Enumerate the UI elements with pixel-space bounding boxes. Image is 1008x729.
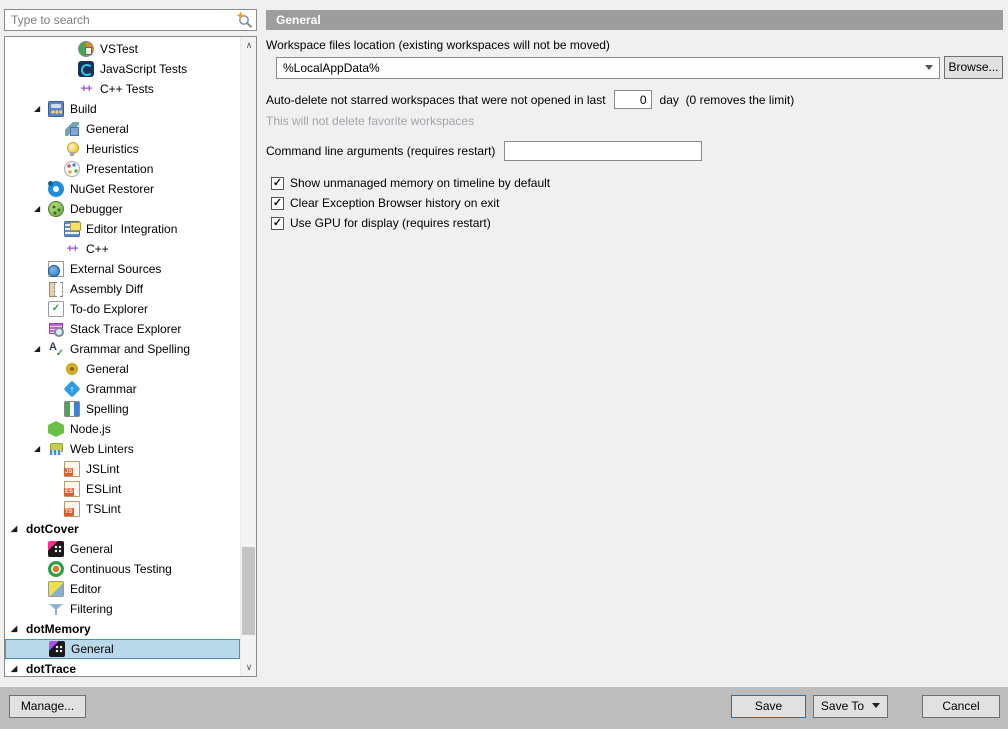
tree-item-label: General [70,542,113,556]
tree-item-eslint[interactable] [5,479,240,499]
nodejs-icon [48,421,64,437]
external-sources-icon [48,261,64,277]
save-to-label: Save To [820,699,865,713]
tree-item-filtering[interactable] [5,599,240,619]
dropdown-caret-icon [872,703,880,712]
checkbox-label: Clear Exception Browser history on exit [290,196,500,210]
tree-item-general[interactable] [5,359,240,379]
cmdline-label: Command line arguments (requires restart) [266,144,496,158]
grammar-diamond-icon [64,381,80,397]
scroll-up-icon[interactable]: ∧ [245,40,253,50]
expander-icon[interactable]: ◢ [34,344,41,353]
tree-item-label: Editor [70,582,102,596]
tree-item-label: General [86,122,129,136]
vstest-icon [78,41,94,57]
palette-icon [64,161,80,177]
tree-item-label: JSLint [86,462,120,476]
jslint-icon [64,461,80,477]
tree-item-label: Stack Trace Explorer [70,322,182,336]
scrollbar-thumb[interactable] [242,547,255,635]
save-to-button[interactable] [813,695,888,718]
checkbox-label: Show unmanaged memory on timeline by default [290,176,551,190]
tree-item-label: C++ [86,242,109,256]
tree-item-label: Grammar [86,382,137,396]
search-icon [236,11,256,29]
autodelete-days-input[interactable] [614,90,652,109]
tree-item-label: Presentation [86,162,154,176]
tree-item-node-js[interactable] [5,419,240,439]
tree-item-label: ESLint [86,482,122,496]
tree-item-label: Spelling [86,402,129,416]
tree-item-dotcover[interactable] [5,519,240,539]
settings-tree [4,36,257,677]
tree-item-label: Continuous Testing [70,562,172,576]
search-input[interactable] [5,13,236,27]
checkbox[interactable]: ✓ [272,176,283,189]
tree-item-spelling[interactable] [5,399,240,419]
tree-item-grammar-and-spelling[interactable] [5,339,240,359]
tree-item-label: Debugger [70,202,123,216]
checkbox[interactable]: ✓ [272,196,283,209]
tree-item-debugger[interactable] [5,199,240,219]
tree-item-label: To-do Explorer [70,302,149,316]
tree-item-c-tests[interactable] [5,79,240,99]
checkbox-row-clear-exception-browser-history-on-exit[interactable] [271,193,1003,213]
checkbox[interactable]: ✓ [272,216,283,229]
save-button[interactable]: Save [731,695,806,718]
assembly-diff-icon [48,281,64,297]
expander-icon[interactable]: ◢ [11,624,18,633]
tree-item-javascript-tests[interactable] [5,59,240,79]
autodelete-note: This will not delete favorite workspaces [266,114,475,128]
tree-scrollbar[interactable] [240,37,256,676]
browse-button[interactable]: Browse... [944,56,1003,79]
manage-button[interactable]: Manage... [9,695,86,718]
scroll-down-icon[interactable]: ∨ [245,662,253,672]
bug-icon [48,201,64,217]
checkbox-row-show-unmanaged-memory-on-timeline-by-default[interactable] [271,173,1003,193]
javascript-tests-icon [78,61,94,77]
filter-funnel-icon [48,601,64,617]
continuous-testing-icon [48,561,64,577]
tree-item-label: Build [70,102,97,116]
tree-item-stack-trace-explorer[interactable] [5,319,240,339]
expander-icon[interactable]: ◢ [11,664,18,673]
stack-trace-icon [48,321,64,337]
tree-item-label: General [71,642,114,656]
search-box [4,9,257,31]
expander-icon[interactable]: ◢ [34,104,41,113]
tree-item-assembly-diff[interactable] [5,279,240,299]
tree-item-label: NuGet Restorer [70,182,155,196]
eslint-icon [64,481,80,497]
spelling-books-icon [64,401,80,417]
cmdline-input[interactable] [504,141,702,161]
tslint-icon [64,501,80,517]
tree-item-label: dotTrace [26,662,77,676]
expander-icon[interactable]: ◢ [11,524,18,533]
tree-item-label: Editor Integration [86,222,178,236]
tree-item-label: dotCover [26,522,79,536]
tree-item-vstest[interactable] [5,39,240,59]
wrench-icon [64,121,80,137]
tree-item-label: Assembly Diff [70,282,144,296]
chevron-down-icon [925,65,933,74]
expander-icon[interactable]: ◢ [34,204,41,213]
cpp-tests-icon [78,81,94,97]
tree-item-c[interactable] [5,239,240,259]
footer-bar [0,687,1008,729]
tree-item-label: Heuristics [86,142,139,156]
tree-item-continuous-testing[interactable] [5,559,240,579]
editor-integration-icon [64,221,80,237]
tree-item-heuristics[interactable] [5,139,240,159]
tree-item-jslint[interactable] [5,459,240,479]
dotcover-icon [48,541,64,557]
tree-item-dotmemory[interactable] [5,619,240,639]
tree-item-label: General [86,362,129,376]
tree-item-label: JavaScript Tests [100,62,188,76]
cpp-tests-icon [64,241,80,257]
tree-item-general[interactable] [5,539,240,559]
tree-item-dottrace[interactable] [5,659,240,677]
tree-item-label: External Sources [70,262,162,276]
tree-item-web-linters[interactable] [5,439,240,459]
tree-item-general[interactable] [5,119,240,139]
tree-item-label: Node.js [70,422,111,436]
tree-item-label: Web Linters [70,442,134,456]
autodelete-label: Auto-delete not starred workspaces that were not opened in last [266,92,606,107]
checkbox-row-use-gpu-for-display-requires-restart[interactable] [271,213,1003,233]
autodelete-suffix-label: day (0 removes the limit) [659,92,795,107]
workspace-location-combobox[interactable] [276,57,940,79]
tree-item-tslint[interactable] [5,499,240,519]
tree-item-label: TSLint [86,502,121,516]
tree-item-editor-integration[interactable] [5,219,240,239]
tree-item-external-sources[interactable] [5,259,240,279]
workspace-location-value: %LocalAppData% [283,60,380,75]
grammar-spelling-icon [48,341,64,357]
tree-item-presentation[interactable] [5,159,240,179]
editor-pen-icon [48,581,64,597]
tree-item-build[interactable] [5,99,240,119]
tree-item-label: VSTest [100,42,139,56]
todo-icon [48,301,64,317]
tree-item-label: Grammar and Spelling [70,342,191,356]
tree-item-label: dotMemory [26,622,91,636]
gear-icon [64,361,80,377]
tree-item-to-do-explorer[interactable] [5,299,240,319]
tree-item-grammar[interactable] [5,379,240,399]
cancel-button[interactable]: Cancel [922,695,1000,718]
tree-item-editor[interactable] [5,579,240,599]
panel-title: General [266,10,1003,30]
dotmemory-icon [49,641,65,657]
build-icon [48,101,64,117]
workspace-location-label: Workspace files location (existing workspaces will not be moved) [266,38,610,52]
tree-item-general[interactable] [5,639,240,659]
tree-item-nuget-restorer[interactable] [5,179,240,199]
checkbox-label: Use GPU for display (requires restart) [290,216,491,230]
settings-panel [266,10,1003,233]
nuget-icon [48,181,64,197]
lightbulb-icon [64,141,80,157]
tree-item-label: C++ Tests [100,82,154,96]
expander-icon[interactable]: ◢ [34,444,41,453]
tree-item-label: Filtering [70,602,113,616]
web-linters-icon [48,441,64,457]
